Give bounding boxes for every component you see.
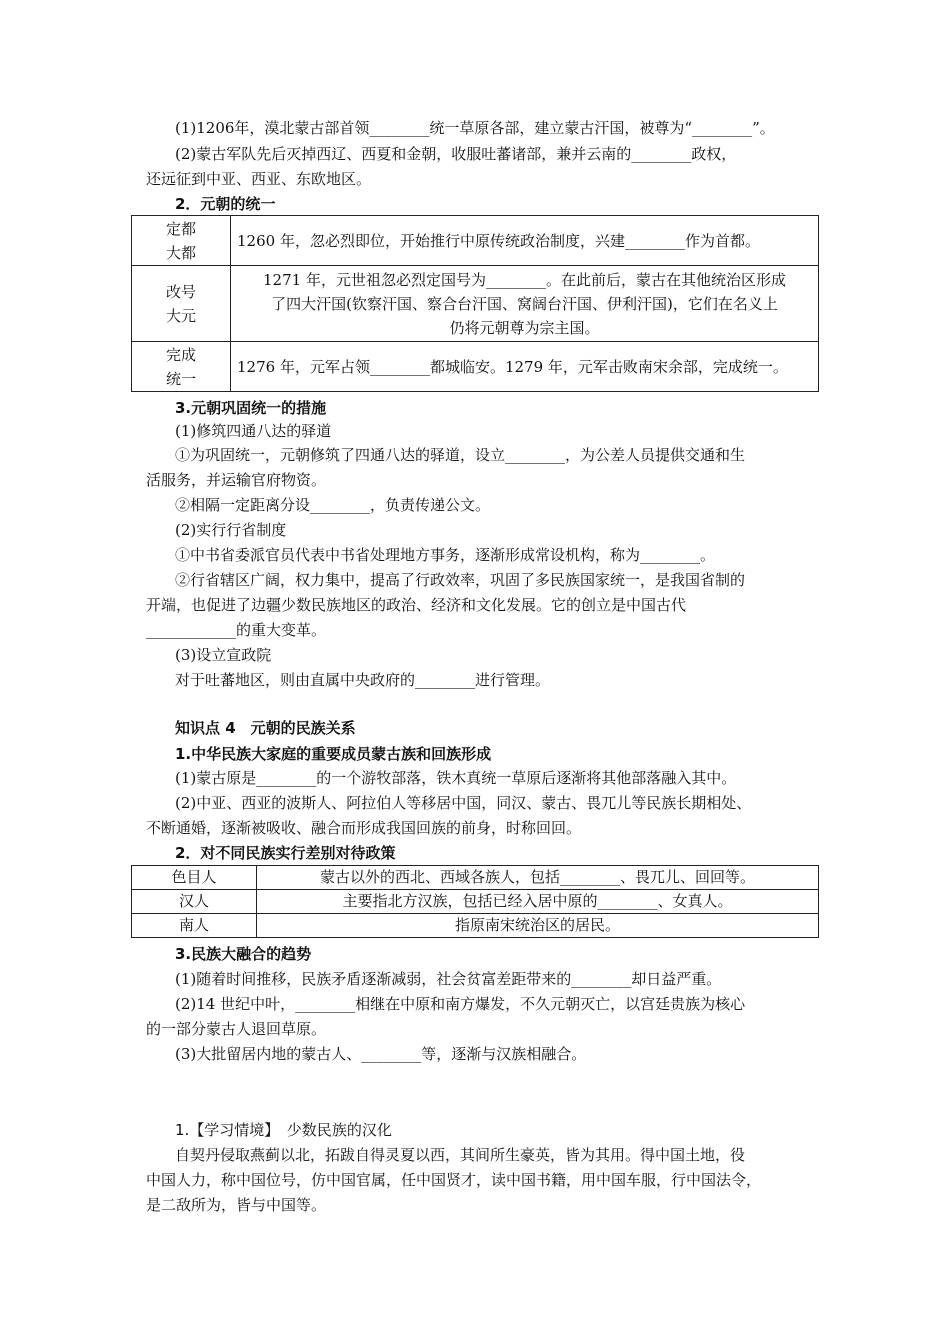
para-conquest-cont: 还远征到中亚、西亚、东欧地区。 <box>146 170 372 188</box>
text-line: ①中书省委派官员代表中书省处理地方事务，逐渐形成常设机构，称为________。 <box>175 546 716 564</box>
text-line: 开端，也促进了边疆少数民族地区的政治、经济和文化发展。它的创立是中国古代 <box>146 596 687 614</box>
table-key <box>132 216 231 266</box>
value-line: 1271 年，元世祖忽必烈定国号为________。在此前后，蒙古在其他统治区形成 <box>263 270 786 289</box>
text-line: ____________的重大变革。 <box>146 621 327 639</box>
study-scenario-title: 1.【学习情境】 少数民族的汉化 <box>175 1121 392 1139</box>
key-line: 改号 <box>165 282 196 301</box>
text-line: 不断通婚，逐渐被吸收、融合而形成我国回族的前身，时称回回。 <box>146 819 582 837</box>
quote-line: 是二敌所为，皆与中国等。 <box>146 1196 327 1214</box>
value-line: 了四大汗国(钦察汗国、察合台汗国、窝阔台汗国、伊利汗国)，它们在名义上 <box>271 294 778 313</box>
key-line: 大元 <box>165 306 196 325</box>
text-line: (2)中亚、西亚的波斯人、阿拉伯人等移居中国，同汉、蒙古、畏兀儿等民族长期相处、 <box>175 794 752 812</box>
text-line: ②行省辖区广阔，权力集中，提高了行政效率，巩固了多民族国家统一，是我国省制的 <box>175 571 746 589</box>
subheading: 2．对不同民族实行差别对待政策 <box>175 844 396 862</box>
para-conquest: (2)蒙古军队先后灭掉西辽、西夏和金朝，收服吐蕃诸部，兼并云南的________政权， <box>175 145 737 163</box>
table-value: 蒙古以外的西北、西域各族人，包括________、畏兀儿、回回等。 <box>257 866 819 890</box>
subheading: 3.民族大融合的趋势 <box>175 945 312 963</box>
table-key: 南人 <box>132 914 257 938</box>
table-row <box>132 914 819 938</box>
table-value: 指原南宋统治区的居民。 <box>257 914 819 938</box>
text-line: ②相隔一定距离分设________，负责传递公文。 <box>175 496 491 514</box>
text-line: 的一部分蒙古人退回草原。 <box>146 1020 327 1038</box>
text-line: (2)14 世纪中叶，________相继在中原和南方爆发，不久元朝灭亡，以宫廷贵族为核心 <box>175 995 746 1013</box>
table-value <box>231 342 819 392</box>
quote-line: 自契丹侵取燕蓟以北，拓跋自得灵夏以西，其间所生豪英，皆为其用。得中国土地，役 <box>175 1146 746 1164</box>
subheading: 1.中华民族大家庭的重要成员蒙古族和回族形成 <box>175 745 492 763</box>
table-value <box>231 216 819 266</box>
table-value <box>231 266 819 342</box>
value-line: 仍将元朝尊为宗主国。 <box>449 318 600 337</box>
table-row <box>132 890 819 914</box>
table-row <box>132 866 819 890</box>
key-line: 大都 <box>165 243 196 262</box>
value-line: 1276 年，元军占领________都城临安。1279 年，元军击败南宋余部，完成统一。 <box>237 357 788 376</box>
table-key <box>132 266 231 342</box>
text-line: (1)修筑四通八达的驿道 <box>175 422 332 440</box>
text-line: (3)设立宣政院 <box>175 646 272 664</box>
text-line: (1)随着时间推移，民族矛盾逐渐减弱，社会贫富差距带来的________却日益严重。 <box>175 970 722 988</box>
text-line: 对于吐蕃地区，则由直属中央政府的________进行管理。 <box>175 671 551 689</box>
key-line: 定都 <box>165 219 196 238</box>
table-row <box>132 266 819 342</box>
heading-yuan-unification: 2．元朝的统一 <box>175 195 276 213</box>
table-key: 汉人 <box>132 890 257 914</box>
text-line: (3)大批留居内地的蒙古人、________等，逐渐与汉族相融合。 <box>175 1045 587 1063</box>
key-line: 完成 <box>165 345 196 364</box>
table-row <box>132 342 819 392</box>
quote-line: 中国人力，称中国位号，仿中国官属，任中国贤才，读中国书籍，用中国车服，行中国法令， <box>146 1171 762 1189</box>
yuan-unification-table <box>131 215 819 392</box>
table-value: 主要指北方汉族，包括已经入居中原的________、女真人。 <box>257 890 819 914</box>
knowledge-point-title: 知识点 4 元朝的民族关系 <box>175 719 356 737</box>
heading-consolidation: 3.元朝巩固统一的措施 <box>175 399 327 417</box>
value-line: 1260 年，忽必烈即位，开始推行中原传统政治制度，兴建________作为首都。 <box>237 231 760 250</box>
para-1206: (1)1206年，漠北蒙古部首领________统一草原各部，建立蒙古汗国，被尊为“________”。 <box>175 119 775 137</box>
table-key <box>132 342 231 392</box>
table-key: 色目人 <box>132 866 257 890</box>
text-line: 活服务，并运输官府物资。 <box>146 471 327 489</box>
table-row <box>132 216 819 266</box>
key-line: 统一 <box>165 369 196 388</box>
text-line: (2)实行行省制度 <box>175 521 287 539</box>
text-line: ①为巩固统一，元朝修筑了四通八达的驿道，设立________，为公差人员提供交通和生 <box>175 446 746 464</box>
text-line: (1)蒙古原是________的一个游牧部落，铁木真统一草原后逐渐将其他部落融入其中。 <box>175 769 737 787</box>
ethnic-policy-table <box>131 865 819 938</box>
